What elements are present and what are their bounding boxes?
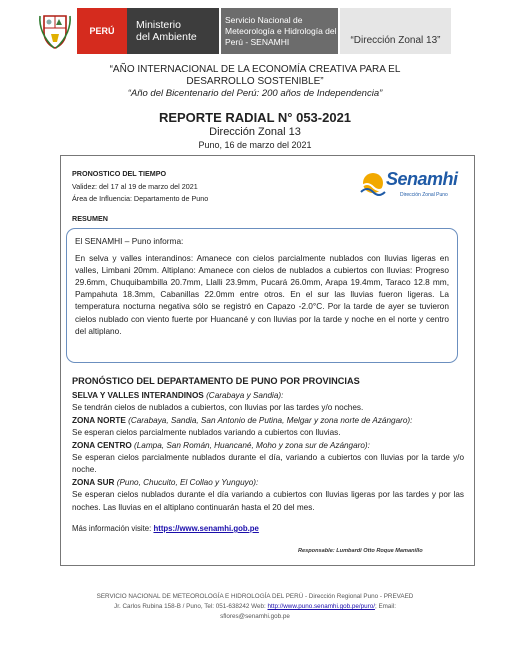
date-line: Puno, 16 de marzo del 2021 bbox=[198, 140, 312, 150]
responsable-line: Responsable: Lumbardi Otto Roque Mamanillo bbox=[298, 548, 423, 554]
centro-text: Se esperan cielos parcialmente nublados durante el día, variando a cubiertos con lluvias por la tarde y/o noche. bbox=[72, 453, 464, 475]
senamhi-label bbox=[219, 8, 338, 54]
informa-line: El SENAMHI – Puno informa: bbox=[75, 236, 184, 246]
footer bbox=[0, 592, 510, 622]
norte-heading bbox=[72, 415, 464, 427]
resumen-label: RESUMEN bbox=[72, 214, 108, 223]
header-bar bbox=[33, 8, 451, 54]
selva-places: (Carabaya y Sandia): bbox=[206, 391, 284, 400]
area-line: Área de Influencia: Departamento de Puno bbox=[72, 194, 209, 203]
selva-text: Se tendrán cielos de nublados a cubiertos, con lluvias por las tardes y/o noches. bbox=[72, 403, 364, 413]
senamhi-line1: Servicio Nacional de bbox=[225, 14, 303, 25]
selva-label: SELVA Y VALLES INTERANDINOS bbox=[72, 391, 204, 400]
sur-label: ZONA SUR bbox=[72, 477, 115, 487]
sur-heading bbox=[72, 477, 464, 489]
centro-label: ZONA CENTRO bbox=[72, 440, 132, 450]
sun-icon bbox=[358, 167, 388, 201]
ministry-line2: del Ambiente bbox=[136, 31, 197, 43]
norte-text: Se esperan cielos parcialmente nublados variando a cubiertos con lluvias. bbox=[72, 428, 341, 438]
info-label: Más información visite: bbox=[72, 524, 152, 533]
zone-title: Dirección Zonal 13 bbox=[209, 126, 301, 138]
footer-address: Jr. Carlos Rubina 158-B / Puno, Tel: 051-638242 Web: bbox=[114, 603, 266, 610]
footer-web-link[interactable]: http://www.puno.senamhi.gob.pe/puro/ bbox=[267, 603, 375, 610]
provincias-title: PRONÓSTICO DEL DEPARTAMENTO DE PUNO POR PROVINCIAS bbox=[72, 376, 360, 386]
centro-places: (Lampa, San Román, Huancané, Moho y zona sur de Azángaro): bbox=[134, 440, 370, 450]
ministry-line1: Ministerio bbox=[136, 19, 181, 31]
footer-email-label: ; Email: bbox=[374, 603, 396, 610]
bicentenario-line: “Año del Bicentenario del Perú: 200 años de Independencia” bbox=[127, 88, 383, 99]
ministry-label bbox=[127, 8, 219, 54]
sur-text: Se esperan cielos nublados durante el día variando a cubiertos con lluvias ligeras por las tardes y por las noches. Las lluvias en el altiplano continuarán hasta el 20 del mes. bbox=[72, 490, 464, 512]
footer-email: sflores@senamhi.gob.pe bbox=[220, 613, 290, 620]
validez-line: Validez: del 17 al 19 de marzo del 2021 bbox=[72, 182, 198, 191]
sur-places: (Puno, Chucuito, El Collao y Yunguyo): bbox=[116, 477, 259, 487]
footer-line2 bbox=[0, 602, 510, 612]
centro-heading bbox=[72, 440, 464, 452]
peru-label: PERÚ bbox=[77, 8, 127, 54]
year-line1: “AÑO INTERNACIONAL DE LA ECONOMÍA CREATIVA PARA EL bbox=[109, 64, 401, 75]
provincias-body bbox=[72, 390, 464, 514]
norte-places: (Carabaya, Sandia, San Antonio de Putina, Melgar y zona norte de Azángaro): bbox=[128, 415, 413, 425]
resumen-text: En selva y valles interandinos: Amanece con cielos parcialmente nublados con lluvias ligeras en valles, Limbani 20mm. Altiplano: Amanece con cielos de nublados a cubiertos con lluvias: Progreso 29.6mm, Chuquibambilla 20.7mm, Llalli 23.9mm, Pucará 26.0mm, Arapa 19.4mm, Taraco 12.8 mm, Pampahuta 18.3mm, Cabanillas 22.0mm entre otros. En el sur las lluvias fueron ligeras. La temperatura nocturna negativa sólo se registró en Capazo -2.0°C. Por la tarde de ayer se tuvieron cielos nublado con viento fuerte por Huancané y con lluvias por la tarde y noche en el norte y centro del altiplano. bbox=[75, 253, 449, 336]
pronostico-title: PRONOSTICO DEL TIEMPO bbox=[72, 169, 167, 178]
selva-heading bbox=[72, 390, 464, 402]
coat-of-arms-icon bbox=[33, 8, 77, 52]
senamhi-line3: Perú - SENAMHI bbox=[225, 36, 290, 47]
info-link[interactable]: https://www.senamhi.gob.pe bbox=[153, 524, 259, 533]
norte-label: ZONA NORTE bbox=[72, 415, 126, 425]
footer-line1: SERVICIO NACIONAL DE METEOROLOGÍA E HIDROLOGÍA DEL PERÚ - Dirección Regional Puno - PREVAED bbox=[96, 593, 414, 600]
logo-name: Senamhi bbox=[386, 169, 458, 189]
resumen-box bbox=[66, 228, 458, 363]
senamhi-line2: Meteorología e Hidrología del bbox=[225, 25, 337, 36]
year-heading bbox=[0, 64, 510, 100]
zone-label: “Dirección Zonal 13” bbox=[338, 8, 451, 54]
logo-sub: Dirección Zonal Puno bbox=[400, 192, 448, 198]
info-line bbox=[72, 524, 259, 533]
report-title: REPORTE RADIAL N° 053-2021 bbox=[158, 110, 352, 125]
senamhi-logo bbox=[358, 165, 458, 205]
year-line2: DESARROLLO SOSTENIBLE” bbox=[186, 76, 324, 87]
